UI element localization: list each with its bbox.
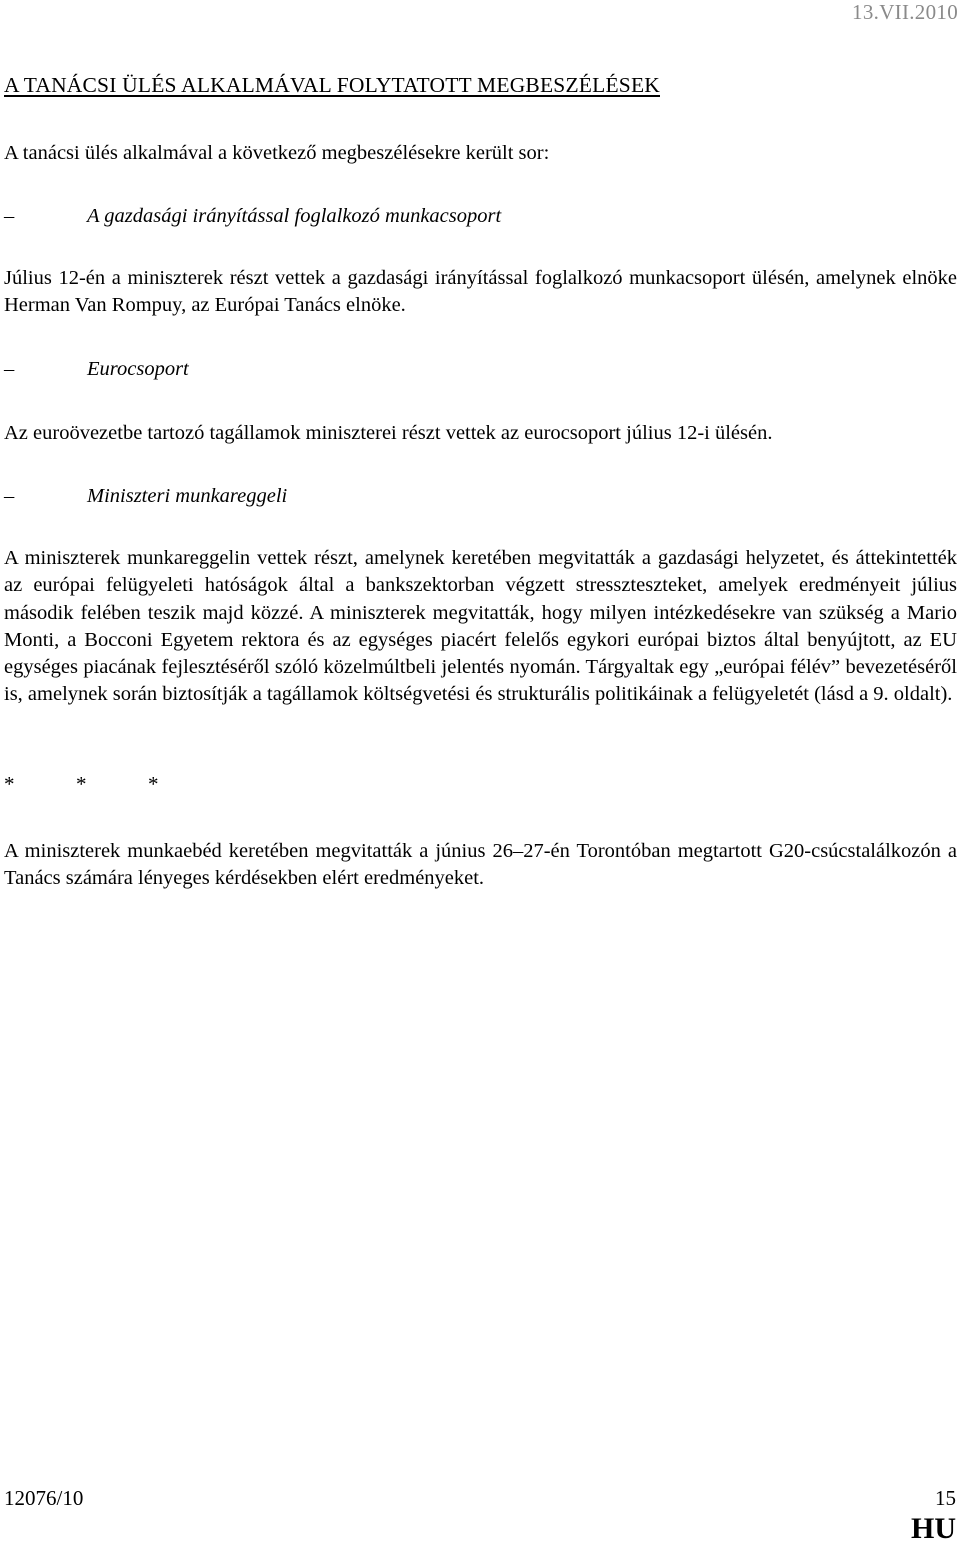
dash-marker: –: [4, 358, 15, 380]
page-number: 15: [935, 1486, 956, 1510]
section-heading-text: Eurocsoport: [87, 358, 189, 380]
language-code: HU: [911, 1512, 956, 1545]
page-title: A TANÁCSI ÜLÉS ALKALMÁVAL FOLYTATOTT MEGBESZÉLÉSEK: [4, 73, 660, 97]
asterisk: *: [76, 772, 87, 796]
dash-marker: –: [4, 205, 15, 227]
section-body-eurogroup: Az euroövezetbe tartozó tagállamok miniszterei részt vettek az eurocsoport július 12-i ülésén.: [4, 422, 773, 444]
section-heading-eurogroup: [4, 358, 189, 381]
intro-text: A tanácsi ülés alkalmával a következő megbeszélésekre került sor:: [4, 142, 550, 164]
closing-paragraph: A miniszterek munkaebéd keretében megvitatták a június 26–27-én Torontóban megtartott G20-csúcstalálkozón a Tanács számára lényeges kérdésekben elért eredményeket.: [4, 840, 957, 890]
section-body-economic-governance: Július 12-én a miniszterek részt vettek a gazdasági irányítással foglalkozó munkacsoport ülésén, amelynek elnöke Herman Van Rompuy, az Európai Tanács elnöke.: [4, 267, 957, 317]
asterisk: *: [4, 772, 15, 796]
section-heading-text: Miniszteri munkareggeli: [87, 485, 288, 507]
section-body-ministerial-breakfast: A miniszterek munkareggelin vettek részt, amelynek keretében megvitatták a gazdasági helyzetet, és áttekintették az európai felügyeleti hatóságok által a bankszektorban végzett stresszteszteket, amelyek eredményeit július második felében teszik majd közzé. A miniszterek megvitatták, hogy milyen intézkedésekre van szükség a Mario Monti, a Bocconi Egyetem rektora és az egységes piacért felelős egykori európai biztos által benyújtott, az EU egységes piacának fejlesztéséről szóló közelmúltbeli jelentés nyomán. Tárgyaltak egy „európai félév” bevezetéséről is, amelynek során biztosítják a tagállamok költségvetési és strukturális politikáinak a felügyeletét (lásd a 9. oldalt).: [4, 547, 957, 706]
section-heading-economic-governance: [4, 205, 501, 228]
document-number: 12076/10: [4, 1486, 84, 1510]
asterisk-separator: [4, 772, 220, 797]
section-heading-ministerial-breakfast: [4, 485, 287, 508]
header-date: 13.VII.2010: [852, 0, 958, 24]
section-heading-text: A gazdasági irányítással foglalkozó munkacsoport: [87, 205, 502, 227]
dash-marker: –: [4, 485, 15, 507]
asterisk: *: [148, 772, 159, 796]
